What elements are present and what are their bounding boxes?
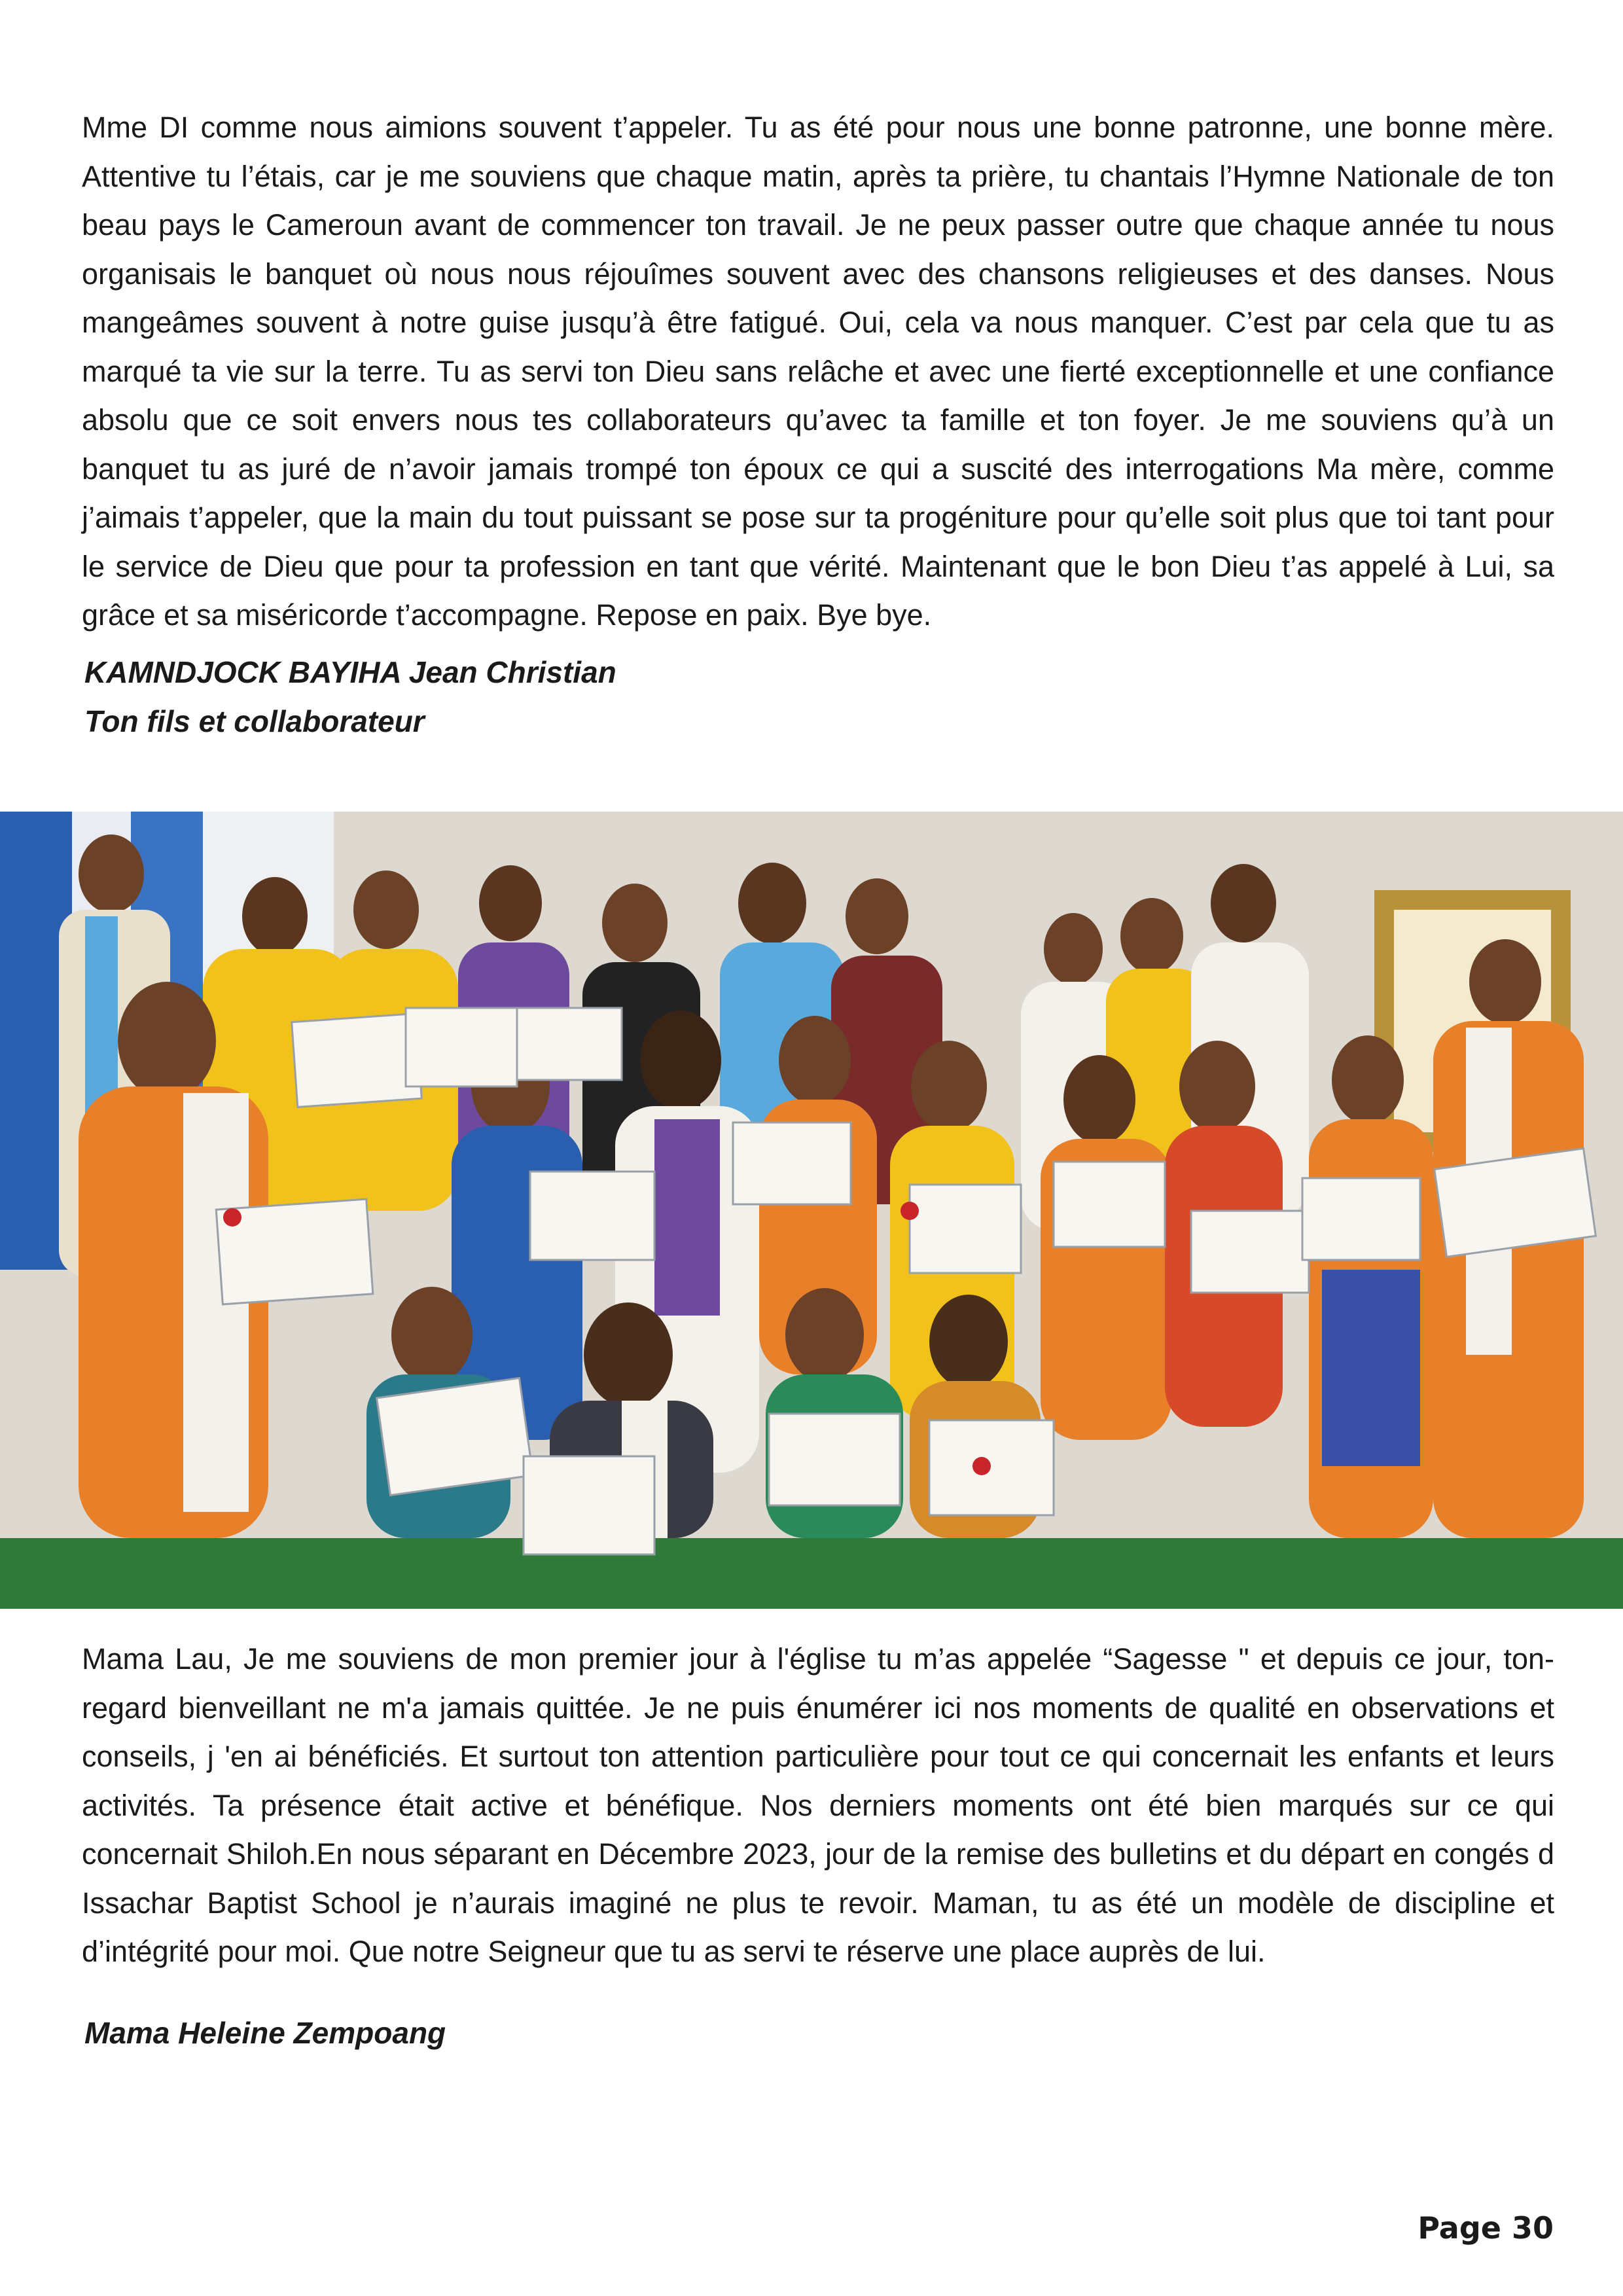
tribute-1-author: KAMNDJOCK BAYIHA Jean Christian [84, 655, 616, 689]
group-photo [0, 812, 1623, 1609]
tribute-1-author-role: Ton fils et collaborateur [84, 704, 425, 738]
tribute-2-author: Mama Heleine Zempoang [84, 2016, 446, 2050]
group-photo-illustration [0, 812, 1623, 1609]
page-number: Page 30 [1418, 2210, 1554, 2246]
tribute-1-paragraph: Mme DI comme nous aimions souvent t’appeler. Tu as été pour nous une bonne patronne, une bonne mère. Attentive tu l’étais, car je me souviens que chaque matin, après ta prière, tu chantais l’Hymne Nationale de ton beau pays le Cameroun avant de commencer ton travail. Je ne peux passer outre que chaque année tu nous organisais le banquet où nous nous réjouîmes souvent avec des chansons religieuses et des danses. Nous mangeâmes souvent à notre guise jusqu’à être fatigué. Oui, cela va nous manquer. C’est par cela que tu as marqué ta vie sur la terre. Tu as servi ton Dieu sans relâche et avec une fierté exceptionnelle et une confiance absolu que ce soit envers nous tes collaborateurs qu’avec ta famille et ton foyer. Je me souviens qu’à un banquet tu as juré de n’avoir jamais trompé ton époux ce qui a suscité des interrogations Ma mère, comme j’aimais t’appeler, que la main du tout puissant se pose sur ta progéniture pour qu’elle soit plus que toi tant pour le service de Dieu que pour ta profession en tant que vérité. Maintenant que le bon Dieu t’as appelé à Lui, sa grâce et sa miséricorde t’accompagne. Repose en paix. Bye bye. [82, 111, 1554, 632]
photo-floor [0, 1538, 1623, 1609]
tribute-2-paragraph: Mama Lau, Je me souviens de mon premier jour à l'église tu m’as appelée “Sagesse " et depuis ce jour, ton-regard bienveillant ne m'a jamais quittée. Je ne puis énumérer ici nos moments de qualité en observations et conseils, j 'en ai bénéficiés. Et surtout ton attention particulière pour tout ce qui concernait les enfants et leurs activités. Ta présence était active et bénéfique. Nos derniers moments ont été bien marqués sur ce qui concernait Shiloh.En nous séparant en Décembre 2023, jour de la remise des bulletins et du départ en congés d Issachar Baptist School je n’aurais imaginé ne plus te revoir. Maman, tu as été un modèle de discipline et d’intégrité pour moi. Que notre Seigneur que tu as servi te réserve une place auprès de lui. [82, 1642, 1554, 1968]
